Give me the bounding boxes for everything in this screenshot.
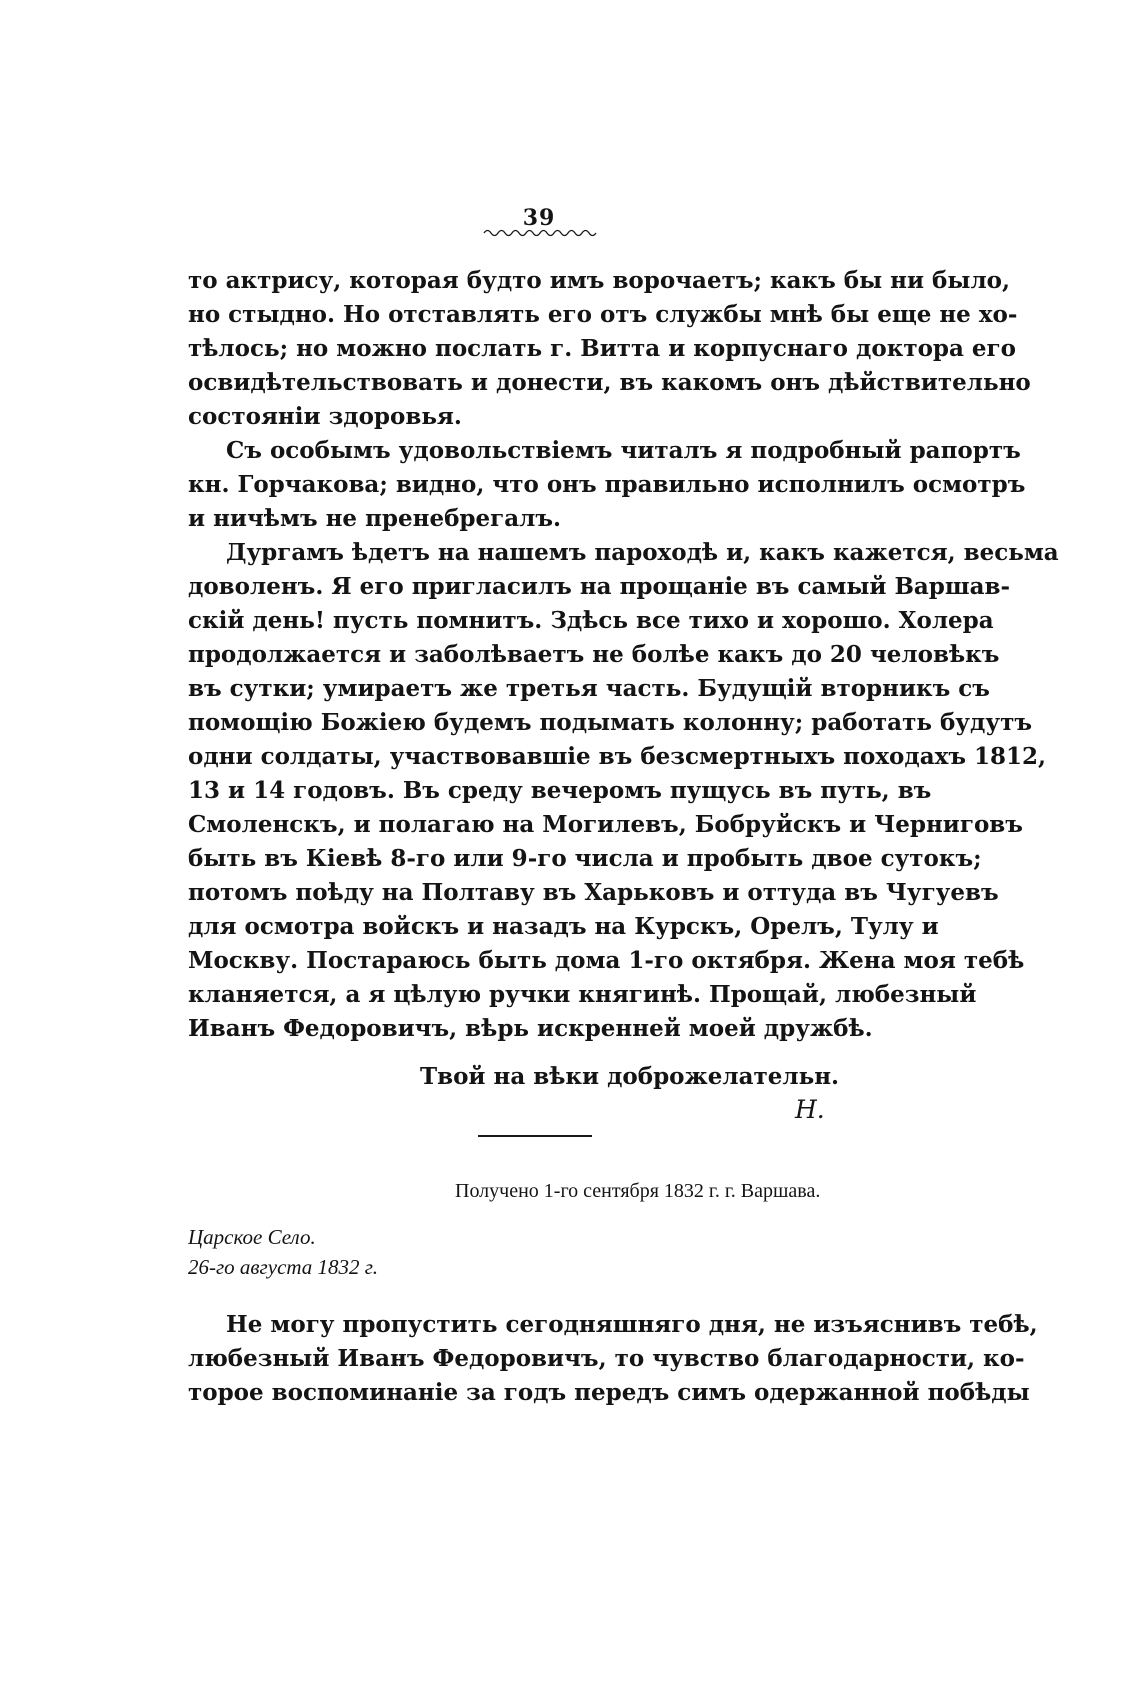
text-line: потомъ поѣду на Полтаву въ Харьковъ и оттуда въ Чугуевъ — [188, 879, 999, 906]
text-line: помощію Божіею будемъ подымать колонну; работать будутъ — [188, 709, 1032, 736]
letter-date: 26-го августа 1832 г. — [188, 1255, 378, 1279]
paragraph-4 — [188, 1308, 1038, 1410]
text-line: для осмотра войскъ и назадъ на Курскъ, Орелъ, Тулу и — [188, 913, 939, 940]
paragraph-3 — [188, 536, 1059, 1046]
letter-place: Царское Село. — [188, 1225, 316, 1249]
text-line: быть въ Кіевѣ 8-го или 9-го числа и пробыть двое сутокъ; — [188, 845, 982, 872]
page-number: 39 — [522, 205, 556, 231]
letter-closing: Твой на вѣки доброжелательн. — [420, 1063, 840, 1090]
received-note: Получено 1-го сентября 1832 г. г. Варшава. — [455, 1180, 821, 1202]
text-line: Дургамъ ѣдетъ на нашемъ пароходѣ и, какъ кажется, весьма — [226, 539, 1059, 566]
text-line: то актрису, которая будто имъ ворочаетъ; какъ бы ни было, — [188, 267, 1011, 294]
place-date — [188, 1222, 378, 1282]
signature-initial: Н. — [795, 1095, 825, 1124]
text-line: одни солдаты, участвовавшіе въ безсмертныхъ походахъ 1812, — [188, 743, 1047, 770]
text-line: доволенъ. Я его пригласилъ на прощаніе въ самый Варшав- — [188, 573, 1011, 600]
text-line: Смоленскъ, и полагаю на Могилевъ, Бобруйскъ и Черниговъ — [188, 811, 1023, 838]
text-line: любезный Иванъ Федоровичъ, то чувство благодарности, ко- — [188, 1345, 1025, 1372]
text-line: освидѣтельствовать и донести, въ какомъ онъ дѣйствительно — [188, 369, 1031, 396]
text-line: торое воспоминаніе за годъ передъ симъ одержанной побѣды — [188, 1379, 1030, 1406]
text-line: въ сутки; умираетъ же третья часть. Будущій вторникъ съ — [188, 675, 990, 702]
text-line: 13 и 14 годовъ. Въ среду вечеромъ пущусь въ путь, въ — [188, 777, 932, 804]
text-line: скій день! пусть помнитъ. Здѣсь все тихо и хорошо. Холера — [188, 607, 994, 634]
text-line: тѣлось; но можно послать г. Витта и корпуснаго доктора его — [188, 335, 1016, 362]
section-divider — [478, 1135, 592, 1137]
text-line: Не могу пропустить сегодняшняго дня, не изъяснивъ тебѣ, — [226, 1311, 1038, 1338]
text-line: Съ особымъ удовольствіемъ читалъ я подробный рапортъ — [226, 437, 1021, 464]
paragraph-2 — [188, 434, 1026, 536]
text-line: но стыдно. Но отставлять его отъ службы мнѣ бы еще не хо- — [188, 301, 1018, 328]
text-line: продолжается и заболѣваетъ не болѣе какъ до 20 человѣкъ — [188, 641, 1000, 668]
text-line: Иванъ Федоровичъ, вѣрь искренней моей дружбѣ. — [188, 1015, 873, 1042]
text-line: кн. Горчакова; видно, что онъ правильно исполнилъ осмотръ — [188, 471, 1026, 498]
text-line: кланяется, а я цѣлую ручки княгинѣ. Прощай, любезный — [188, 981, 977, 1008]
text-line: и ничѣмъ не пренебрегалъ. — [188, 505, 562, 532]
text-line: состояніи здоровья. — [188, 403, 462, 430]
paragraph-1 — [188, 264, 1031, 434]
page-number-ornament — [484, 228, 596, 238]
text-line: Москву. Постараюсь быть дома 1-го октября. Жена моя тебѣ — [188, 947, 1025, 974]
